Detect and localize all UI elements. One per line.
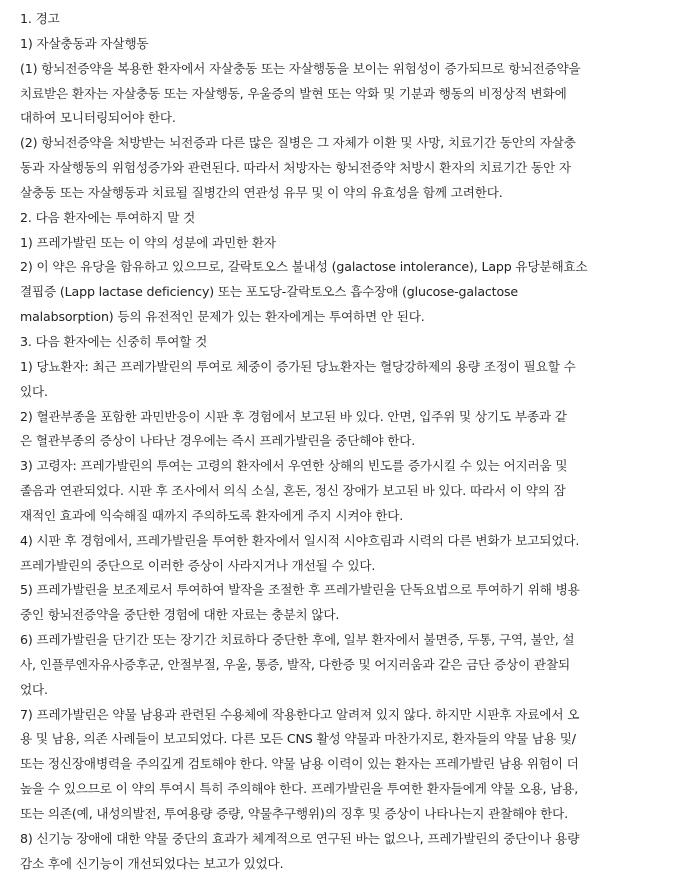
text-line: 8) 신기능 장애에 대한 약물 중단의 효과가 체계적으로 연구된 바는 없으나, 프레가발린의 중단이나 용량 — [20, 830, 580, 846]
heading-warning: 1. 경고 — [20, 11, 60, 26]
text-line: 또는 의존(예, 내성의발전, 투여용량 증량, 약물추구행위)의 징후 및 증상이 나타나는지 관찰해야 한다. — [20, 806, 568, 821]
text-line: 었다. — [20, 681, 48, 697]
text-line: 치료받은 환자는 자살충동 또는 자살행동, 우울증의 발현 또는 악화 및 기분과 행동의 비정상적 변화에 — [20, 85, 567, 101]
text-line: 3) 고령자: 프레가발린의 투여는 고령의 환자에서 우연한 상해의 빈도를 증가시킬 수 있는 어지러움 및 — [20, 458, 568, 474]
text-line: 졸음과 연관되었다. 시판 후 조사에서 의식 소실, 혼돈, 정신 장애가 보고된 바 있다. 따라서 이 약의 잠 — [20, 483, 566, 499]
text-line: 7) 프레가발린은 약물 남용과 관련된 수용체에 작용한다고 알려져 있지 않다. 하지만 시판후 자료에서 오 — [20, 706, 580, 722]
text-line: 중인 항뇌전증약을 중단한 경험에 대한 자료는 충분치 않다. — [20, 607, 340, 623]
subheading-suicidal-behavior: 1) 자살충동과 자살행동 — [20, 35, 149, 51]
text-line: 용 및 남용, 의존 사례들이 보고되었다. 다른 모든 CNS 활성 약물과 마찬가지로, 환자들의 약물 남용 및/ — [20, 731, 576, 747]
text-line: malabsorption) 등의 유전적인 문제가 있는 환자에게는 투여하면 안 된다. — [20, 309, 425, 325]
text-line: 프레가발린의 중단으로 이러한 증상이 사라지거나 개선될 수 있다. — [20, 557, 376, 573]
text-line: 있다. — [20, 383, 48, 399]
text-line: 재적인 효과에 익숙해질 때까지 주의하도록 환자에게 주지 시켜야 한다. — [20, 507, 404, 523]
text-line: 결핍증 (Lapp lactase deficiency) 또는 포도당-갈락토오스 흡수장애 (glucose-galactose — [20, 284, 519, 300]
text-line: 은 혈관부종의 증상이 나타난 경우에는 즉시 프레가발린을 중단해야 한다. — [20, 433, 416, 449]
heading-precautions: 3. 다음 환자에는 신중히 투여할 것 — [20, 333, 208, 349]
text-line: 살충동 또는 자살행동과 치료될 질병간의 연관성 유무 및 이 약의 유효성을 함께 고려한다. — [20, 184, 503, 200]
text-line: (1) 항뇌전증약을 복용한 환자에서 자살충동 또는 자살행동을 보이는 위험성이 증가되므로 항뇌전증약을 — [20, 60, 581, 76]
text-line: 또는 정신장애병력을 주의깊게 검토해야 한다. 약물 남용 이력이 있는 환자는 프레가발린 남용 위험이 더 — [20, 756, 579, 772]
text-line: 감소 후에 신기능이 개선되었다는 보고가 있었다. — [20, 855, 284, 871]
text-line: 사, 인플루엔자유사증후군, 안절부절, 우울, 통증, 발작, 다한증 및 어지러움과 같은 금단 증상이 관찰되 — [20, 656, 570, 672]
text-line: 5) 프레가발린을 보조제로서 투여하여 발작을 조절한 후 프레가발린을 단독요법으로 투여하기 위해 병용 — [20, 582, 580, 598]
text-line: 2) 이 약은 유당을 함유하고 있으므로, 갈락토오스 불내성 (galactose intolerance), Lapp 유당분해효소 — [20, 259, 588, 275]
text-line: 2) 혈관부종을 포함한 과민반응이 시판 후 경험에서 보고된 바 있다. 안면, 입주위 및 상기도 부종과 같 — [20, 408, 567, 424]
text-line: 1) 프레가발린 또는 이 약의 성분에 과민한 환자 — [20, 234, 276, 250]
text-line: 6) 프레가발린을 단기간 또는 장기간 치료하다 중단한 후에, 일부 환자에서 불면증, 두통, 구역, 불안, 설 — [20, 632, 575, 648]
text-line: 높을 수 있으므로 이 약의 투여시 특히 주의해야 한다. 프레가발린을 투여한 환자들에게 약물 오용, 남용, — [20, 781, 579, 797]
text-line: (2) 항뇌전증약을 처방받는 뇌전증과 다른 많은 질병은 그 자체가 이환 및 사망, 치료기간 동안의 자살충 — [20, 135, 576, 151]
text-line: 동과 자살행동의 위험성증가와 관련된다. 따라서 처방자는 항뇌전증약 처방시 환자의 치료기간 동안 자 — [20, 160, 571, 176]
text-line: 대하여 모니터링되어야 한다. — [20, 110, 176, 126]
text-line: 1) 당뇨환자: 최근 프레가발린의 투여로 체중이 증가된 당뇨환자는 혈당강하제의 용량 조정이 필요할 수 — [20, 358, 576, 374]
text-line: 4) 시판 후 경험에서, 프레가발린을 투여한 환자에서 일시적 시야흐림과 시력의 다른 변화가 보고되었다. — [20, 532, 580, 548]
heading-contraindications: 2. 다음 환자에는 투여하지 말 것 — [20, 209, 196, 225]
